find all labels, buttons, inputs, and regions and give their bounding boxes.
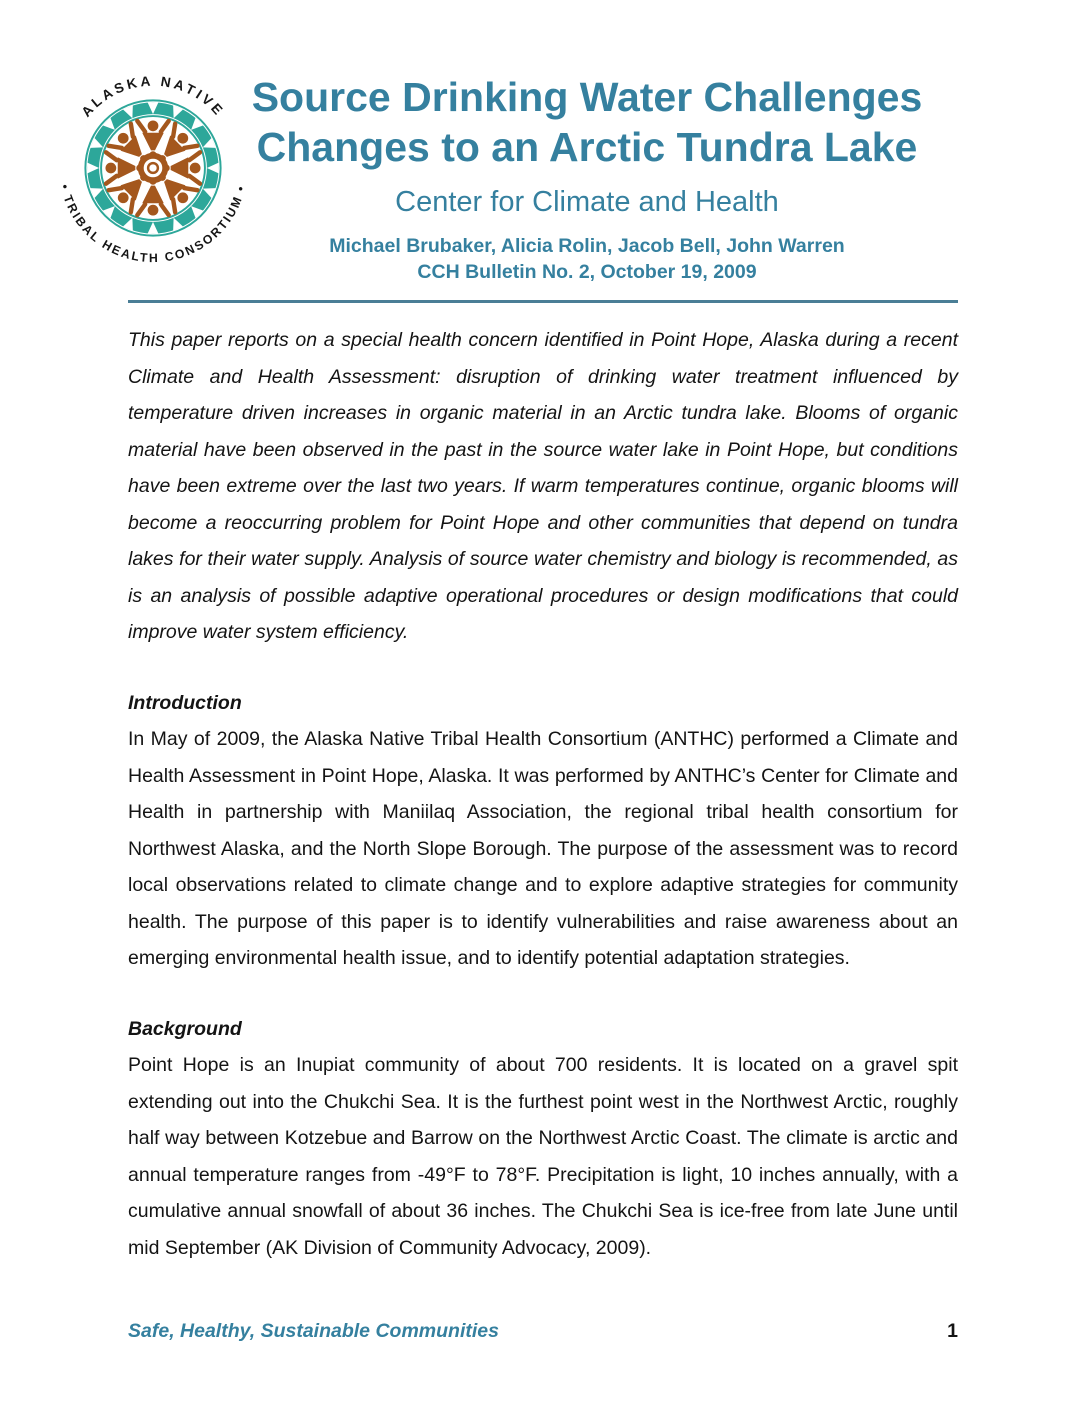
background-paragraph: Point Hope is an Inupiat community of about 700 residents. It is located on a gravel spit extending out into the Chukchi Sea. It is the furthest point west in the Northwest Arctic, roughly half way between Kotzebue and Barrow on the Northwest Arctic Coast. The climate is arctic and annual temperature ranges from -49°F to 78°F. Precipitation is light, 10 inches annually, with a cumulative annual snowfall of about 36 inches. The Chukchi Sea is ice-free from late June until mid September (AK Division of Community Advocacy, 2009). <box>128 1054 958 1259</box>
anthc-logo-icon <box>55 70 251 266</box>
document-title-line2: Changes to an Arctic Tundra Lake <box>256 124 918 170</box>
abstract-paragraph: This paper reports on a special health concern identified in Point Hope, Alaska during a recent Climate and Health Assessment: disruption of drinking water treatment influenced by temperature driven increases in organic material in an Arctic tundra lake. Blooms of organic material have been observed in the past in the source water lake in Point Hope, but conditions have been extreme over the last two years. If warm temperatures continue, organic blooms will become a reoccurring problem for Point Hope and other communities that depend on tundra lakes for their water supply. Analysis of source water chemistry and biology is recommended, as is an analysis of possible adaptive operational procedures or design modifications that could improve water system efficiency. <box>128 329 958 643</box>
logo-top-text: ALASKA NATIVE <box>78 73 228 120</box>
footer-tagline: Safe, Healthy, Sustainable Communities <box>128 1320 499 1342</box>
section-heading-background: Background <box>128 1017 242 1040</box>
header-divider <box>128 300 958 303</box>
document-header <box>0 0 1088 284</box>
logo-bottom-text: • TRIBAL HEALTH CONSORTIUM • <box>57 183 249 266</box>
document-title-line1: Source Drinking Water Challenges <box>251 74 923 120</box>
bulletin-line: CCH Bulletin No. 2, October 19, 2009 <box>417 261 757 283</box>
page-number: 1 <box>947 1320 958 1342</box>
authors-line: Michael Brubaker, Alicia Rolin, Jacob Bell, John Warren <box>329 235 845 257</box>
introduction-paragraph: In May of 2009, the Alaska Native Tribal Health Consortium (ANTHC) performed a Climate and Health Assessment in Point Hope, Alaska. It was performed by ANTHC’s Center for Climate and Health in partnership with Maniilaq Association, the regional tribal health consortium for Northwest Alaska, and the North Slope Borough. The purpose of the assessment was to record local observations related to climate change and to explore adaptive strategies for community health. The purpose of this paper is to identify vulnerabilities and raise awareness about an emerging environmental health issue, and to identify potential adaptation strategies. <box>128 728 958 969</box>
document-body <box>128 322 958 1266</box>
title-block <box>251 66 923 284</box>
section-heading-introduction: Introduction <box>128 691 242 714</box>
logo-center-ring <box>141 156 166 181</box>
anthc-logo <box>55 70 251 266</box>
document-subtitle: Center for Climate and Health <box>395 186 779 218</box>
page-footer <box>128 1320 958 1343</box>
logo-figures <box>105 120 200 215</box>
